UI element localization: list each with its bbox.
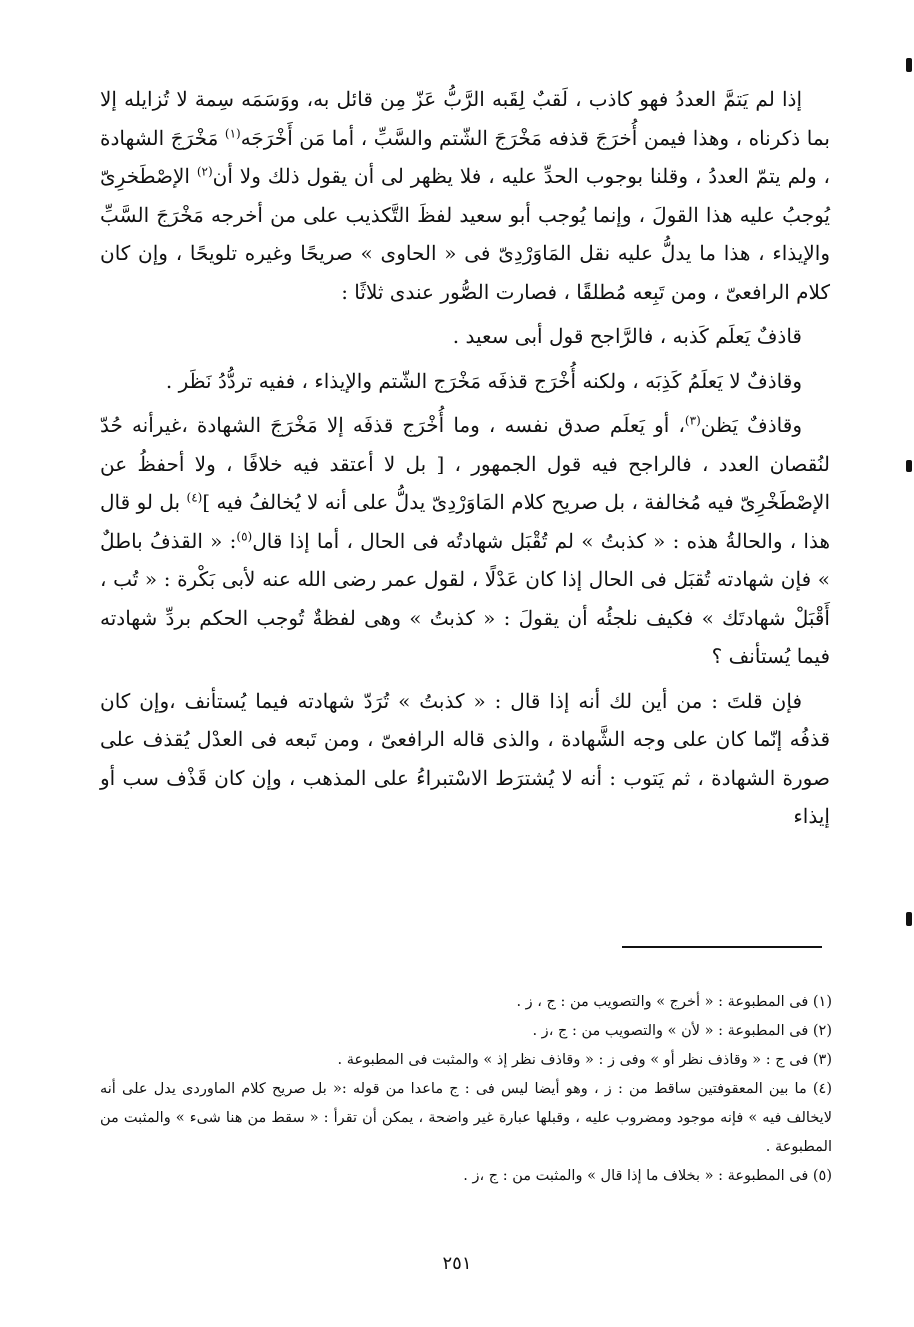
page-number: ٢٥١ [442, 1253, 472, 1274]
body-text-run: : « القذفُ باطلٌ » فإن شهادته تُقبَل فى الحال إذا كان عَدْلًا ، لقول عمر رضى الله عنه لأبى بَكْرة : « تُب ، أَقْبَلْ شهادتَك » فكيف نلجئُه أن يقولَ : « كذبتُ » وهى لفظةٌ تُوجب الحكم بردِّ شهادته فيما يُستأنف ؟ [100, 528, 830, 668]
scan-edge-mark [906, 460, 912, 472]
footnote-reference: (١) [224, 125, 241, 140]
body-text-run: مَخْرَجَ الشهادة ، ولم يتمّ العددُ ، وقلنا بوجوب الحدِّ عليه ، فلا يظهر لى أن يقول ذلك ولا أن [100, 125, 830, 188]
body-paragraph [100, 362, 830, 401]
footnote-3: (٣) فى ج : « وقاذف نظر أو » وفى ز : « وقاذف نظر إذ » والمثبت فى المطبوعة . [337, 1052, 832, 1068]
main-text [100, 80, 830, 836]
body-paragraph [100, 80, 830, 311]
body-text-run: قاذفٌ يَعلَم كَذبه ، فالرَّاجح قول أبى سعيد . [452, 324, 802, 348]
body-paragraph [100, 317, 830, 356]
body-text-run: الإصْطَخرِىّ يُوجبُ عليه هذا القولَ ، وإنما يُوجب أبو سعيد لفظَ التَّكذيب على من أخرجه مَخْرَجَ السَّبِّ والإيذاء ، هذا ما يدلُّ عليه نقل المَاوَرْدِىّ فى « الحاوى » صريحًا وغيره تلويحًا ، وإن كان كلام الرافعىّ ، ومن تَبِعه مُطلقًا ، فصارت الصُّور عندى ثلاثًا : [100, 164, 830, 304]
body-text-run: وقاذفٌ يَظن [700, 413, 802, 437]
footnote-5: (٥) فى المطبوعة : « بخلاف ما إذا قال » والمثبت من : ج ،ز . [463, 1168, 832, 1184]
body-paragraph [100, 682, 830, 836]
footnote-1: (١) فى المطبوعة : « أخرج » والتصويب من : ج ، ز . [516, 994, 832, 1010]
body-text-run: إذا لم يَتمَّ العددُ فهو كاذب ، لَقبٌ لِقَبه الرَّبُّ عَزّ مِن قائل به، ووَسَمَه سِمة لا تُزايله إلا بما ذكرناه ، وهذا فيمن أُخرَجَ قذفه مَخْرَجَ الشّتم والسَّبِّ ، أما مَن أَخْرَجَه [100, 87, 830, 150]
scan-edge-mark [906, 912, 912, 926]
footnote-reference: (٣) [684, 413, 701, 428]
footnote-reference: (٤) [186, 490, 203, 505]
scan-edge-mark [906, 58, 912, 72]
footnotes [100, 988, 832, 1191]
footnote-2: (٢) فى المطبوعة : « لأن » والتصويب من : ج ،ز . [532, 1023, 832, 1039]
footnote-separator [622, 946, 822, 948]
body-text-run: بل لو قال هذا ، والحالةُ هذه : « كذبتُ » لم تُقْبَل شهادتُه فى الحال ، أما إذا قال [100, 490, 830, 553]
body-text-run: وقاذفٌ لا يَعلَمُ كَذِبَه ، ولكنه أُخْرَج قذفَه مَخْرَج الشّتم والإيذاء ، ففيه تردُّدُ نَظَر . [165, 368, 802, 393]
footnote-reference: (٥) [236, 528, 253, 543]
footnote-reference: (٢) [196, 164, 213, 179]
body-text-run: ، أو يَعلَم صدق نفسه ، وما أُخْرَج قذفَه إلا مَخْرَجَ الشهادة ،غيرأنه حُدّ لنُقصان العدد ، فالراجح فيه قول الجمهور ، [ بل لا أعتقد فيه خلافًا ، ولا أحفظُ عن الإصْطَخْرِىّ فيه مُخالفة ، بل صريح كلام المَاوَرْدِىّ يدلُّ على أنه لا يُخالفُ فيه ] [100, 413, 831, 514]
footnote-4: (٤) ما بين المعقوفتين ساقط من : ز ، وهو أيضا ليس فى : ج ماعدا من قوله :« بل صريح كلام الماوردى يدل على أنه لايخالف فيه » فإنه موجود ومضروب عليه ، وقبلها عبارة غير واضحة ، يمكن أن تقرأ : « سقط من هنا شىء » والمثبت من المطبوعة . [100, 1081, 832, 1155]
body-text-run: فإن قلتَ : من أين لك أنه إذا قال : « كذبتُ » تُرَدّ شهادته فيما يُستأنف ،وإن كان قذفُه إنّما كان على وجه الشَّهادة ، والذى قاله الرافعىّ ، ومن تَبعه فى العدْل يُقذف على صورة الشهادة ، ثم يَتوب : أنه لا يُشترَط الاسْتبراءُ على المذهب ، وإن كان قَذْف سب أو إيذاء [100, 688, 830, 828]
body-paragraph [100, 406, 830, 676]
